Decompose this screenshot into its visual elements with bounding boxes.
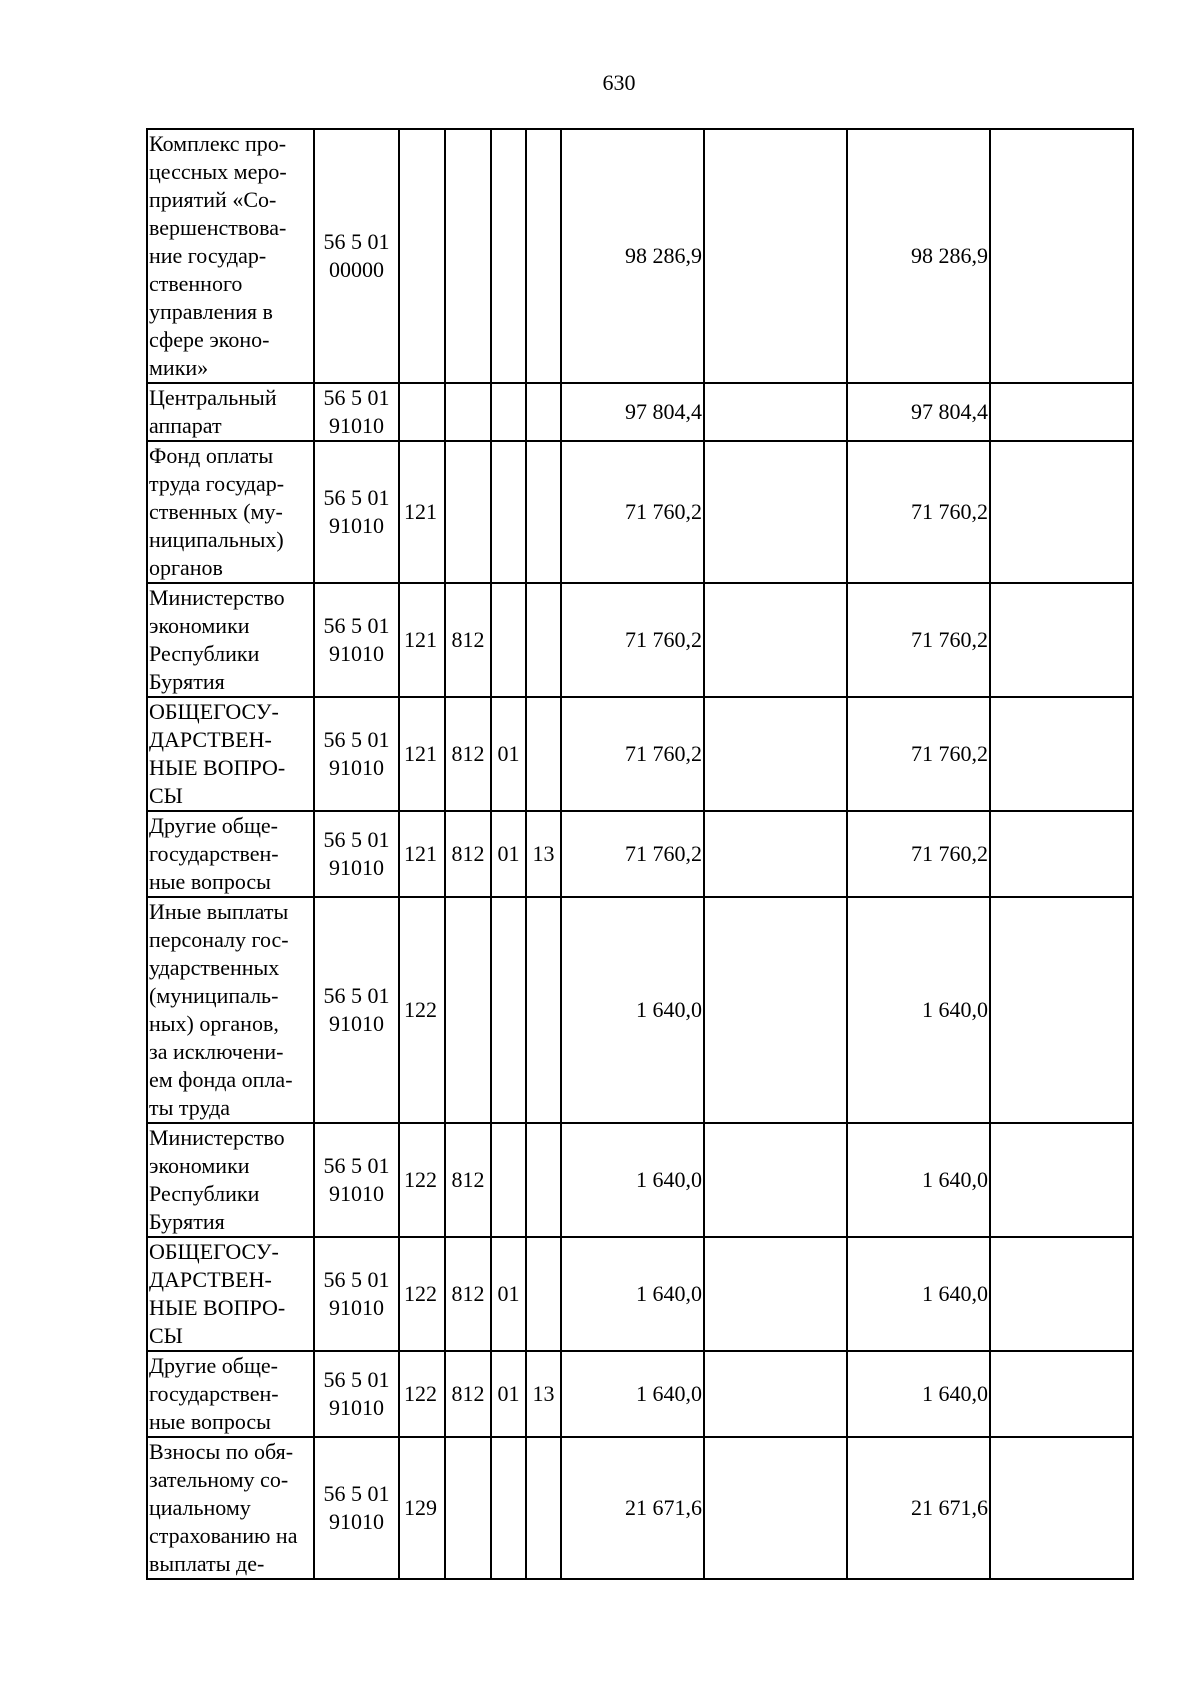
amount-cell-2 — [704, 897, 847, 1123]
amount-cell-2 — [704, 811, 847, 897]
amount-cell-4 — [990, 129, 1133, 383]
target-code-cell: 56 5 01 91010 — [314, 1437, 399, 1579]
table-row — [147, 1437, 1133, 1579]
amount-cell-4 — [990, 1351, 1133, 1437]
subsection-code-cell — [526, 1237, 561, 1351]
row-name-cell: Взносы по обя- зательному со- циальному страхованию на выплаты де- — [147, 1437, 314, 1579]
row-name-cell: ОБЩЕГОСУ- ДАРСТВЕН- НЫЕ ВОПРО- СЫ — [147, 697, 314, 811]
expense-type-cell: 122 — [399, 897, 445, 1123]
amount-cell-2 — [704, 697, 847, 811]
ministry-code-cell: 812 — [445, 811, 491, 897]
amount-cell-2 — [704, 441, 847, 583]
amount-cell-1: 1 640,0 — [561, 897, 704, 1123]
row-name-cell: Другие обще- государствен- ные вопросы — [147, 811, 314, 897]
subsection-code-cell — [526, 697, 561, 811]
section-code-cell — [491, 383, 526, 441]
target-code-cell: 56 5 01 00000 — [314, 129, 399, 383]
amount-cell-1: 1 640,0 — [561, 1237, 704, 1351]
ministry-code-cell: 812 — [445, 1237, 491, 1351]
amount-cell-2 — [704, 129, 847, 383]
amount-cell-1: 98 286,9 — [561, 129, 704, 383]
amount-cell-2 — [704, 1123, 847, 1237]
row-name-cell: ОБЩЕГОСУ- ДАРСТВЕН- НЫЕ ВОПРО- СЫ — [147, 1237, 314, 1351]
table-row — [147, 129, 1133, 383]
amount-cell-4 — [990, 1437, 1133, 1579]
table-row — [147, 1351, 1133, 1437]
section-code-cell: 01 — [491, 811, 526, 897]
section-code-cell: 01 — [491, 1351, 526, 1437]
amount-cell-2 — [704, 1237, 847, 1351]
subsection-code-cell — [526, 897, 561, 1123]
table-row — [147, 383, 1133, 441]
section-code-cell: 01 — [491, 1237, 526, 1351]
amount-cell-3: 21 671,6 — [847, 1437, 990, 1579]
subsection-code-cell — [526, 583, 561, 697]
ministry-code-cell — [445, 441, 491, 583]
section-code-cell — [491, 897, 526, 1123]
section-code-cell — [491, 1437, 526, 1579]
subsection-code-cell — [526, 1123, 561, 1237]
amount-cell-3: 1 640,0 — [847, 1123, 990, 1237]
amount-cell-4 — [990, 697, 1133, 811]
section-code-cell — [491, 129, 526, 383]
row-name-cell: Комплекс про- цессных меро- приятий «Со- вершенствова- ние государ- ственного управления в сфере эконо- мики» — [147, 129, 314, 383]
target-code-cell: 56 5 01 91010 — [314, 1351, 399, 1437]
expense-type-cell — [399, 129, 445, 383]
amount-cell-1: 71 760,2 — [561, 441, 704, 583]
expense-type-cell: 122 — [399, 1123, 445, 1237]
table-body — [147, 129, 1133, 1579]
row-name-cell: Министерство экономики Республики Бурятия — [147, 583, 314, 697]
expense-type-cell: 122 — [399, 1351, 445, 1437]
amount-cell-2 — [704, 1437, 847, 1579]
expense-type-cell: 121 — [399, 583, 445, 697]
table-row — [147, 811, 1133, 897]
amount-cell-4 — [990, 897, 1133, 1123]
target-code-cell: 56 5 01 91010 — [314, 897, 399, 1123]
table-row — [147, 897, 1133, 1123]
target-code-cell: 56 5 01 91010 — [314, 1237, 399, 1351]
ministry-code-cell: 812 — [445, 1123, 491, 1237]
table-row — [147, 1237, 1133, 1351]
row-name-cell: Фонд оплаты труда государ- ственных (му- ниципальных) органов — [147, 441, 314, 583]
amount-cell-3: 71 760,2 — [847, 811, 990, 897]
subsection-code-cell: 13 — [526, 1351, 561, 1437]
amount-cell-4 — [990, 1237, 1133, 1351]
target-code-cell: 56 5 01 91010 — [314, 697, 399, 811]
amount-cell-4 — [990, 383, 1133, 441]
amount-cell-1: 71 760,2 — [561, 697, 704, 811]
table-row — [147, 1123, 1133, 1237]
target-code-cell: 56 5 01 91010 — [314, 1123, 399, 1237]
ministry-code-cell — [445, 383, 491, 441]
ministry-code-cell — [445, 129, 491, 383]
amount-cell-3: 1 640,0 — [847, 1237, 990, 1351]
amount-cell-1: 21 671,6 — [561, 1437, 704, 1579]
subsection-code-cell — [526, 1437, 561, 1579]
subsection-code-cell — [526, 441, 561, 583]
amount-cell-1: 71 760,2 — [561, 811, 704, 897]
row-name-cell: Центральный аппарат — [147, 383, 314, 441]
table-row — [147, 697, 1133, 811]
amount-cell-3: 1 640,0 — [847, 897, 990, 1123]
subsection-code-cell — [526, 383, 561, 441]
table-row — [147, 441, 1133, 583]
amount-cell-3: 71 760,2 — [847, 441, 990, 583]
amount-cell-2 — [704, 583, 847, 697]
budget-table — [146, 128, 1134, 1580]
subsection-code-cell — [526, 129, 561, 383]
amount-cell-3: 1 640,0 — [847, 1351, 990, 1437]
amount-cell-4 — [990, 441, 1133, 583]
target-code-cell: 56 5 01 91010 — [314, 441, 399, 583]
amount-cell-3: 97 804,4 — [847, 383, 990, 441]
section-code-cell: 01 — [491, 697, 526, 811]
row-name-cell: Министерство экономики Республики Бурятия — [147, 1123, 314, 1237]
amount-cell-3: 98 286,9 — [847, 129, 990, 383]
section-code-cell — [491, 583, 526, 697]
amount-cell-3: 71 760,2 — [847, 583, 990, 697]
amount-cell-4 — [990, 1123, 1133, 1237]
row-name-cell: Иные выплаты персоналу гос- ударственных (муниципаль- ных) органов, за исключени- ем фонда опла- ты труда — [147, 897, 314, 1123]
ministry-code-cell: 812 — [445, 697, 491, 811]
amount-cell-3: 71 760,2 — [847, 697, 990, 811]
amount-cell-4 — [990, 583, 1133, 697]
ministry-code-cell — [445, 897, 491, 1123]
ministry-code-cell: 812 — [445, 583, 491, 697]
subsection-code-cell: 13 — [526, 811, 561, 897]
target-code-cell: 56 5 01 91010 — [314, 583, 399, 697]
page-number: 630 — [602, 70, 636, 95]
expense-type-cell: 122 — [399, 1237, 445, 1351]
amount-cell-2 — [704, 1351, 847, 1437]
table-row — [147, 583, 1133, 697]
amount-cell-1: 71 760,2 — [561, 583, 704, 697]
target-code-cell: 56 5 01 91010 — [314, 383, 399, 441]
amount-cell-2 — [704, 383, 847, 441]
expense-type-cell: 129 — [399, 1437, 445, 1579]
expense-type-cell: 121 — [399, 811, 445, 897]
section-code-cell — [491, 441, 526, 583]
amount-cell-1: 1 640,0 — [561, 1351, 704, 1437]
ministry-code-cell: 812 — [445, 1351, 491, 1437]
amount-cell-1: 97 804,4 — [561, 383, 704, 441]
target-code-cell: 56 5 01 91010 — [314, 811, 399, 897]
amount-cell-1: 1 640,0 — [561, 1123, 704, 1237]
ministry-code-cell — [445, 1437, 491, 1579]
row-name-cell: Другие обще- государствен- ные вопросы — [147, 1351, 314, 1437]
amount-cell-4 — [990, 811, 1133, 897]
expense-type-cell — [399, 383, 445, 441]
expense-type-cell: 121 — [399, 697, 445, 811]
expense-type-cell: 121 — [399, 441, 445, 583]
section-code-cell — [491, 1123, 526, 1237]
